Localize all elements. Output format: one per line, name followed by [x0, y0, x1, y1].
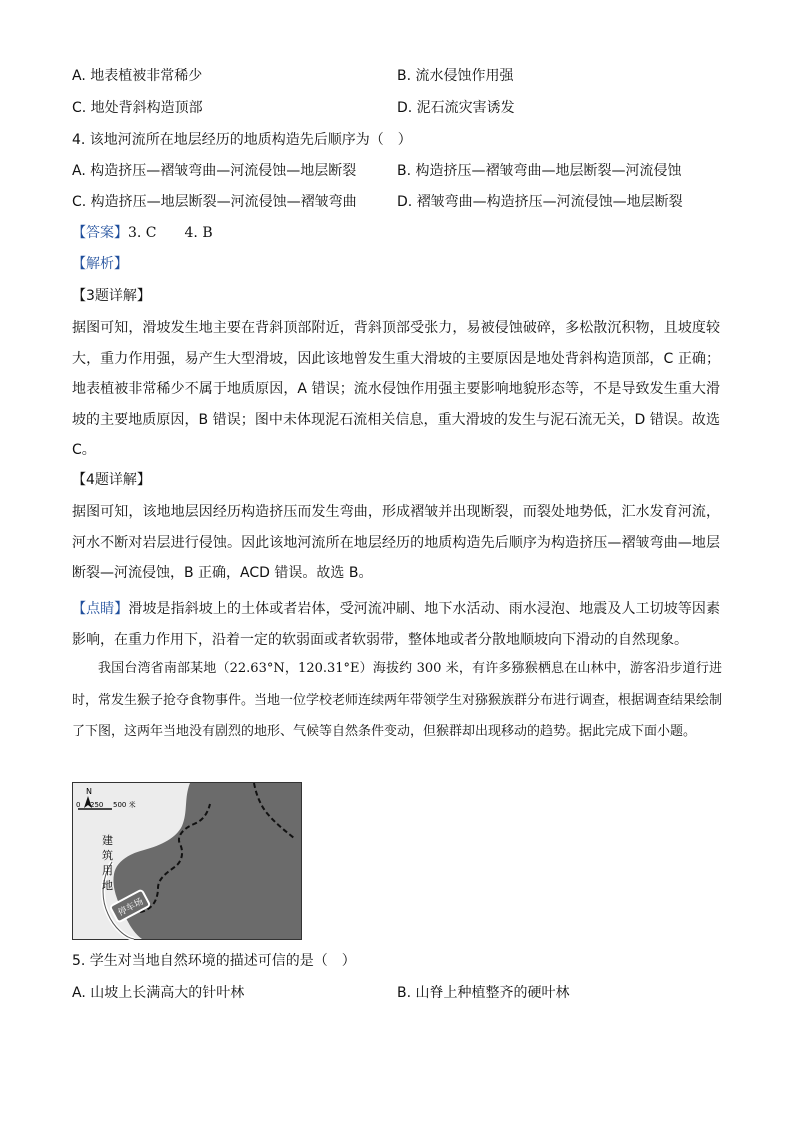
q4-detail-label: 【4题详解】 [72, 472, 151, 488]
scale-end: 500 米 [113, 801, 136, 809]
north-label: N [86, 787, 92, 796]
q5-stem: 5. 学生对当地自然环境的描述可信的是（ ） [72, 953, 356, 969]
q5-option-b: B. 山脊上种植整齐的硬叶林 [397, 985, 570, 1001]
q3-option-a: A. 地表植被非常稀少 [72, 68, 203, 84]
zone-char: 用 [102, 864, 113, 877]
q4-option-a: A. 构造挤压—褶皱弯曲—河流侵蚀—地层断裂 [72, 163, 357, 179]
tip-block [72, 594, 720, 655]
zone-char: 筑 [102, 849, 113, 862]
q4-option-c: C. 构造挤压—地层断裂—河流侵蚀—褶皱弯曲 [72, 194, 357, 210]
q3-option-c: C. 地处背斜构造顶部 [72, 100, 203, 116]
scale-mid: 250 [90, 801, 104, 809]
intro-text: 我国台湾省南部某地（22.63°N，120.31°E）海拔约 300 米，有许多猕猴栖息在山林中，游客沿步道行进时，常发生猴子抢夺食物事件。当地一位学校老师连续两年带领学生对猕猴族群分布进行调查，根据调查结果绘制了下图，这两年当地没有剧烈的地形、气候等自然条件变动，但猴群却出现移动的趋势。据此完成下面小题。 [72, 661, 723, 739]
tip-text: 滑坡是指斜坡上的土体或者岩体，受河流冲刷、地下水活动、雨水浸泡、地震及人工切坡等因素影响，在重力作用下，沿着一定的软弱面或者软弱带，整体地或者分散地顺坡向下滑动的自然现象。 [72, 601, 721, 648]
q4-option-b: B. 构造挤压—褶皱弯曲—地层断裂—河流侵蚀 [397, 163, 682, 179]
answer-value: 3. C 4. B [128, 225, 213, 241]
map-svg [72, 782, 302, 940]
answer-line [72, 223, 722, 243]
q4-option-d: D. 褶皱弯曲—构造挤压—河流侵蚀—地层断裂 [397, 194, 683, 210]
zone-char: 地 [102, 879, 113, 892]
q4-detail-text: 据图可知，该地地层因经历构造挤压而发生弯曲，形成褶皱并出现断裂，而裂处地势低，汇水发育河流，河水不断对岩层进行侵蚀。因此该地河流所在地层经历的地质构造先后顺序为构造挤压—褶皱弯曲—地层断裂—河流侵蚀，B 正确，ACD 错误。故选 B。 [72, 504, 720, 581]
answer-label: 【答案】 [72, 225, 128, 241]
monkey-distribution-map [72, 782, 302, 940]
q4-stem: 4. 该地河流所在地层经历的地质构造先后顺序为（ ） [72, 132, 412, 148]
zone-char: 建 [102, 834, 113, 847]
q5-option-a: A. 山坡上长满高大的针叶林 [72, 985, 245, 1001]
analysis-label: 【解析】 [72, 256, 128, 272]
q3-option-d: D. 泥石流灾害诱发 [397, 100, 515, 116]
scale-zero: 0 [76, 801, 81, 809]
q3-detail-text: 据图可知，滑坡发生地主要在背斜顶部附近，背斜顶部受张力，易被侵蚀破碎，多松散沉积物，且坡度较大，重力作用强，易产生大型滑坡，因此该地曾发生重大滑坡的主要原因是地处背斜构造顶部，C 正确；地表植被非常稀少不属于地质原因，A 错误；流水侵蚀作用强主要影响地貌形态等，不是导致发生重大滑坡的主要地质原因，B 错误；图中未体现泥石流相关信息，重大滑坡的发生与泥石流无关，D 错误。故选C。 [72, 320, 720, 458]
q3-detail-label: 【3题详解】 [72, 288, 151, 304]
tip-label: 【点睛】 [72, 601, 129, 617]
parking-label: 停车场 [116, 897, 146, 919]
q3-option-b: B. 流水侵蚀作用强 [397, 68, 514, 84]
